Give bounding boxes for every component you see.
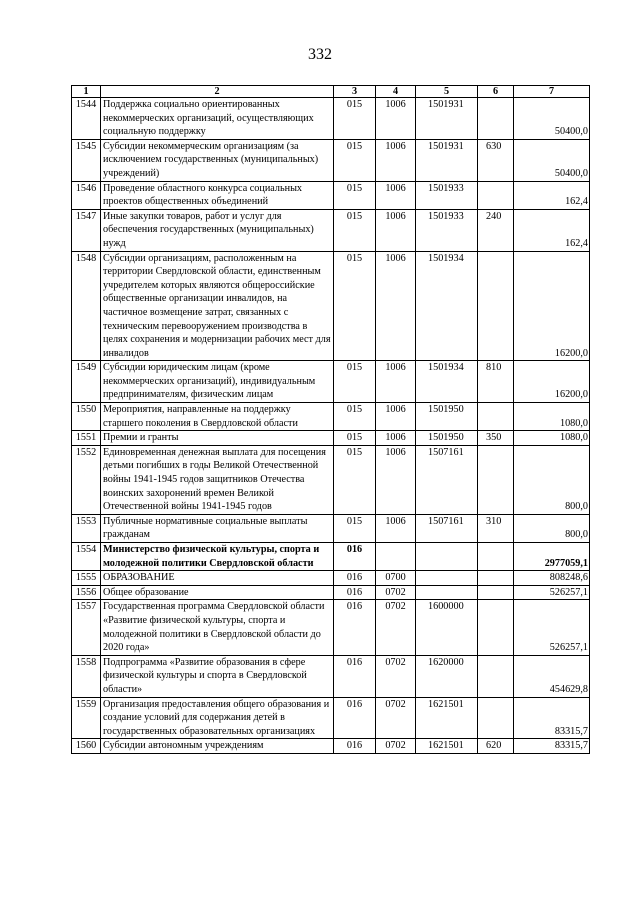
row-code-4	[376, 543, 416, 571]
row-code-4: 1006	[376, 251, 416, 361]
row-amount: 50400,0	[514, 98, 590, 140]
row-code-3: 015	[334, 361, 376, 403]
row-code-3: 015	[334, 514, 376, 542]
table-row	[72, 514, 590, 542]
col-header: 2	[101, 86, 334, 98]
row-code-5	[416, 571, 478, 586]
row-code-5: 1620000	[416, 655, 478, 697]
row-number: 1551	[72, 431, 101, 446]
row-amount: 1080,0	[514, 403, 590, 431]
table-row	[72, 181, 590, 209]
row-code-3: 016	[334, 697, 376, 739]
row-amount: 526257,1	[514, 585, 590, 600]
row-name: Министерство физической культуры, спорта и молодежной политики Свердловской области	[101, 543, 334, 571]
row-number: 1549	[72, 361, 101, 403]
row-code-6	[478, 697, 514, 739]
row-code-4: 1006	[376, 209, 416, 251]
table-row	[72, 403, 590, 431]
table-row	[72, 139, 590, 181]
row-code-4: 1006	[376, 139, 416, 181]
row-name: ОБРАЗОВАНИЕ	[101, 571, 334, 586]
row-amount: 16200,0	[514, 251, 590, 361]
row-name: Субсидии некоммерческим организациям (за исключением государственных (муниципальных) учреждений)	[101, 139, 334, 181]
row-code-3: 015	[334, 251, 376, 361]
row-code-5: 1501933	[416, 209, 478, 251]
row-code-6	[478, 251, 514, 361]
table-row	[72, 361, 590, 403]
row-code-6	[478, 98, 514, 140]
row-code-4: 0702	[376, 655, 416, 697]
row-code-3: 016	[334, 571, 376, 586]
row-number: 1559	[72, 697, 101, 739]
col-header: 5	[416, 86, 478, 98]
row-number: 1558	[72, 655, 101, 697]
row-code-6: 630	[478, 139, 514, 181]
row-code-5: 1600000	[416, 600, 478, 655]
row-code-6: 240	[478, 209, 514, 251]
row-name: Иные закупки товаров, работ и услуг для обеспечения государственных (муниципальных) нужд	[101, 209, 334, 251]
row-name: Субсидии автономным учреждениям	[101, 739, 334, 754]
budget-table	[71, 85, 590, 754]
row-code-3: 016	[334, 739, 376, 754]
row-name: Субсидии юридическим лицам (кроме некоммерческих организаций), индивидуальным предпринимателям, физическим лицам	[101, 361, 334, 403]
row-code-3: 015	[334, 181, 376, 209]
row-code-3: 015	[334, 139, 376, 181]
table-row	[72, 543, 590, 571]
row-code-3: 015	[334, 403, 376, 431]
table-row	[72, 445, 590, 514]
row-code-5	[416, 543, 478, 571]
row-number: 1554	[72, 543, 101, 571]
header-row	[72, 86, 590, 98]
row-number: 1548	[72, 251, 101, 361]
row-amount: 162,4	[514, 181, 590, 209]
row-code-5: 1507161	[416, 514, 478, 542]
row-code-5: 1621501	[416, 697, 478, 739]
row-amount: 16200,0	[514, 361, 590, 403]
row-name: Организация предоставления общего образования и создание условий для содержания детей в государственных образовательных организациях	[101, 697, 334, 739]
table-row	[72, 571, 590, 586]
row-code-4: 1006	[376, 98, 416, 140]
row-number: 1550	[72, 403, 101, 431]
row-number: 1547	[72, 209, 101, 251]
row-number: 1557	[72, 600, 101, 655]
row-number: 1552	[72, 445, 101, 514]
row-name: Единовременная денежная выплата для посещения детьми погибших в годы Великой Отечественной войны 1941-1945 годов защитников Отечества воинских захоронений времен Великой Отечественной войны 1941-1945 годов	[101, 445, 334, 514]
row-code-6: 620	[478, 739, 514, 754]
row-code-6	[478, 571, 514, 586]
row-code-3: 016	[334, 543, 376, 571]
row-code-6	[478, 585, 514, 600]
row-code-6: 810	[478, 361, 514, 403]
row-name: Публичные нормативные социальные выплаты гражданам	[101, 514, 334, 542]
row-code-4: 0702	[376, 585, 416, 600]
row-amount: 50400,0	[514, 139, 590, 181]
col-header: 6	[478, 86, 514, 98]
row-code-6	[478, 655, 514, 697]
row-code-4: 0702	[376, 739, 416, 754]
table-row	[72, 209, 590, 251]
row-code-3: 016	[334, 585, 376, 600]
row-number: 1546	[72, 181, 101, 209]
row-code-4: 1006	[376, 445, 416, 514]
row-amount: 808248,6	[514, 571, 590, 586]
row-number: 1545	[72, 139, 101, 181]
row-name: Субсидии организациям, расположенным на территории Свердловской области, единственным учредителем которых являются общероссийские общественные организации инвалидов, на частичное возмещение затрат, связанных с техническим перевооружением производства в целях сохранения и модернизации рабочих мест для инвалидов	[101, 251, 334, 361]
row-amount: 454629,8	[514, 655, 590, 697]
row-amount: 800,0	[514, 514, 590, 542]
row-code-3: 016	[334, 600, 376, 655]
row-number: 1555	[72, 571, 101, 586]
table-row	[72, 600, 590, 655]
row-number: 1553	[72, 514, 101, 542]
row-amount: 162,4	[514, 209, 590, 251]
row-code-4: 1006	[376, 514, 416, 542]
row-code-6	[478, 543, 514, 571]
row-code-5: 1621501	[416, 739, 478, 754]
table-row	[72, 585, 590, 600]
row-code-3: 015	[334, 431, 376, 446]
row-code-5: 1501934	[416, 361, 478, 403]
row-code-4: 0702	[376, 600, 416, 655]
table-row	[72, 739, 590, 754]
row-code-6	[478, 403, 514, 431]
row-name: Общее образование	[101, 585, 334, 600]
col-header: 7	[514, 86, 590, 98]
page-number: 332	[308, 46, 332, 63]
col-header: 3	[334, 86, 376, 98]
row-code-5: 1501950	[416, 431, 478, 446]
table-row	[72, 251, 590, 361]
row-code-5: 1501931	[416, 98, 478, 140]
row-number: 1544	[72, 98, 101, 140]
row-name: Премии и гранты	[101, 431, 334, 446]
row-code-4: 0702	[376, 697, 416, 739]
row-code-6: 350	[478, 431, 514, 446]
row-code-6: 310	[478, 514, 514, 542]
row-amount: 2977059,1	[514, 543, 590, 571]
row-name: Подпрограмма «Развитие образования в сфере физической культуры и спорта в Свердловской области»	[101, 655, 334, 697]
row-code-4: 1006	[376, 403, 416, 431]
col-header: 1	[72, 86, 101, 98]
row-code-6	[478, 181, 514, 209]
row-code-4: 0700	[376, 571, 416, 586]
row-number: 1556	[72, 585, 101, 600]
row-amount: 1080,0	[514, 431, 590, 446]
row-code-6	[478, 600, 514, 655]
row-name: Поддержка социально ориентированных некоммерческих организаций, осуществляющих социальную поддержку	[101, 98, 334, 140]
row-code-3: 015	[334, 98, 376, 140]
row-amount: 83315,7	[514, 697, 590, 739]
row-code-5: 1501950	[416, 403, 478, 431]
row-code-3: 015	[334, 445, 376, 514]
row-code-6	[478, 445, 514, 514]
row-name: Проведение областного конкурса социальных проектов общественных объединений	[101, 181, 334, 209]
table-row	[72, 655, 590, 697]
row-code-5	[416, 585, 478, 600]
row-amount: 800,0	[514, 445, 590, 514]
row-code-5: 1501931	[416, 139, 478, 181]
row-code-5: 1501933	[416, 181, 478, 209]
row-number: 1560	[72, 739, 101, 754]
col-header: 4	[376, 86, 416, 98]
row-code-3: 016	[334, 655, 376, 697]
row-code-4: 1006	[376, 361, 416, 403]
row-name: Государственная программа Свердловской области «Развитие физической культуры, спорта и молодежной политики в Свердловской области до 2020 года»	[101, 600, 334, 655]
row-amount: 83315,7	[514, 739, 590, 754]
row-amount: 526257,1	[514, 600, 590, 655]
table-row	[72, 98, 590, 140]
table-row	[72, 697, 590, 739]
row-code-4: 1006	[376, 181, 416, 209]
row-code-5: 1501934	[416, 251, 478, 361]
row-code-3: 015	[334, 209, 376, 251]
row-code-5: 1507161	[416, 445, 478, 514]
row-code-4: 1006	[376, 431, 416, 446]
row-name: Мероприятия, направленные на поддержку старшего поколения в Свердловской области	[101, 403, 334, 431]
table-row	[72, 431, 590, 446]
